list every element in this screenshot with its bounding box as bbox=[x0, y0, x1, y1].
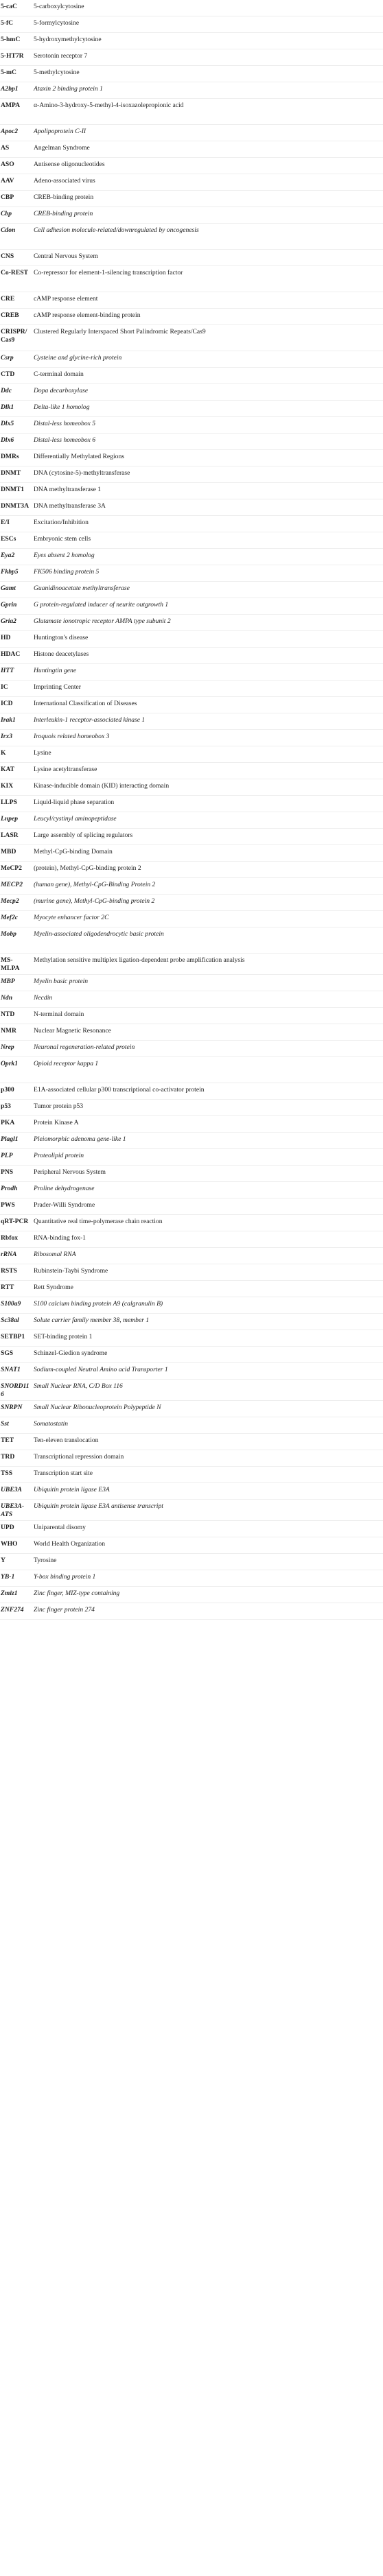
abbreviation-row bbox=[0, 1264, 383, 1281]
abbreviation-term: TRD bbox=[1, 1453, 15, 1461]
abbreviation-term: CRE bbox=[1, 295, 15, 303]
abbreviation-term: UBE3A bbox=[1, 1486, 22, 1493]
abbreviation-definition: Imprinting Center bbox=[34, 683, 82, 691]
abbreviation-term: ASO bbox=[1, 161, 14, 168]
abbreviation-definition: Prader-Willi Syndrome bbox=[34, 1201, 95, 1209]
abbreviation-term: 5-mC bbox=[1, 69, 16, 76]
abbreviation-term: IC bbox=[1, 683, 8, 691]
abbreviation-term: Ddc bbox=[1, 387, 12, 394]
abbreviation-definition: cAMP response element bbox=[34, 295, 98, 303]
abbreviation-term: RSTS bbox=[1, 1267, 17, 1275]
abbreviation-term: DNMT1 bbox=[1, 486, 25, 493]
abbreviation-term: Irx3 bbox=[1, 733, 13, 740]
abbreviation-term: HDAC bbox=[1, 650, 21, 658]
abbreviation-term: Eya2 bbox=[1, 552, 15, 559]
abbreviation-row bbox=[0, 1537, 383, 1554]
abbreviation-term: MBD bbox=[1, 848, 16, 855]
abbreviation-term: ICD bbox=[1, 700, 13, 707]
abbreviation-term: SNAT1 bbox=[1, 1366, 21, 1373]
abbreviation-term: TET bbox=[1, 1437, 14, 1444]
abbreviation-row bbox=[0, 713, 383, 730]
abbreviation-row bbox=[0, 927, 383, 954]
abbreviation-term: S100a9 bbox=[1, 1300, 21, 1308]
abbreviation-definition: α-Amino-3-hydroxy-5-methyl-4-isoxazolepropionic acid bbox=[34, 102, 184, 109]
abbreviation-term: Gamt bbox=[1, 584, 16, 592]
abbreviation-row bbox=[0, 417, 383, 434]
abbreviation-row bbox=[0, 1347, 383, 1363]
abbreviation-definition: Leucyl/cystinyl aminopeptidase bbox=[34, 815, 117, 823]
abbreviation-definition: Quantitative real time-polymerase chain reaction bbox=[34, 1218, 163, 1225]
abbreviation-row bbox=[0, 549, 383, 565]
abbreviation-row bbox=[0, 1483, 383, 1500]
abbreviation-term: Mef2c bbox=[1, 914, 19, 921]
abbreviation-definition: Transcriptional repression domain bbox=[34, 1453, 124, 1461]
abbreviation-row bbox=[0, 631, 383, 648]
abbreviation-definition: Rett Syndrome bbox=[34, 1284, 73, 1291]
abbreviation-definition: Adeno-associated virus bbox=[34, 177, 95, 185]
abbreviation-definition: World Health Organization bbox=[34, 1540, 106, 1548]
abbreviation-term: RTT bbox=[1, 1284, 14, 1291]
abbreviation-term: MeCP2 bbox=[1, 864, 22, 872]
abbreviation-row bbox=[0, 1500, 383, 1521]
abbreviation-definition: Delta-like 1 homolog bbox=[34, 403, 90, 411]
abbreviation-definition: Dopa decarboxylase bbox=[34, 387, 89, 394]
abbreviation-row bbox=[0, 779, 383, 796]
abbreviation-definition: CREB-binding protein bbox=[34, 210, 93, 217]
abbreviation-term: HTT bbox=[1, 667, 14, 674]
abbreviation-definition: Tyrosine bbox=[34, 1557, 57, 1564]
abbreviation-definition: S100 calcium binding protein A9 (calgranulin B) bbox=[34, 1300, 163, 1308]
abbreviation-row bbox=[0, 224, 383, 250]
abbreviation-row bbox=[0, 66, 383, 82]
abbreviation-definition: Methyl-CpG-binding Domain bbox=[34, 848, 113, 855]
abbreviation-definition: Y-box binding protein 1 bbox=[34, 1573, 96, 1581]
abbreviation-definition: Central Nervous System bbox=[34, 252, 98, 260]
abbreviation-term: rRNA bbox=[1, 1251, 17, 1258]
abbreviation-definition: Ataxin 2 binding protein 1 bbox=[34, 85, 103, 93]
abbreviation-term: Cdon bbox=[1, 226, 16, 234]
abbreviation-row bbox=[0, 746, 383, 763]
abbreviation-term: DMRs bbox=[1, 453, 19, 460]
abbreviation-row bbox=[0, 1198, 383, 1215]
abbreviation-term: Dlk1 bbox=[1, 403, 14, 411]
abbreviation-row bbox=[0, 1248, 383, 1264]
abbreviation-term: Gria2 bbox=[1, 617, 16, 625]
abbreviation-definition: Peripheral Nervous System bbox=[34, 1168, 106, 1176]
abbreviation-definition: Guanidinoacetate methyltransferase bbox=[34, 584, 130, 592]
abbreviation-row bbox=[0, 141, 383, 158]
abbreviation-definition: Neuronal regeneration-related protein bbox=[34, 1043, 135, 1051]
abbreviation-row bbox=[0, 565, 383, 582]
abbreviation-row bbox=[0, 954, 383, 975]
abbreviation-row bbox=[0, 466, 383, 483]
abbreviation-row bbox=[0, 1521, 383, 1537]
abbreviation-term: Apoc2 bbox=[1, 128, 19, 135]
abbreviation-row bbox=[0, 16, 383, 33]
abbreviation-definition: Lysine bbox=[34, 749, 51, 757]
abbreviation-term: ZNF274 bbox=[1, 1606, 24, 1614]
abbreviation-row bbox=[0, 615, 383, 631]
abbreviation-row bbox=[0, 1401, 383, 1417]
abbreviation-row bbox=[0, 292, 383, 309]
abbreviation-definition: Excitation/Inhibition bbox=[34, 519, 89, 526]
abbreviation-definition: Differentially Methylated Regions bbox=[34, 453, 124, 460]
abbreviation-row bbox=[0, 1603, 383, 1620]
abbreviation-row bbox=[0, 763, 383, 779]
abbreviation-definition: Cell adhesion molecule-related/downregulated by oncogenesis bbox=[34, 226, 199, 234]
abbreviation-definition: Nuclear Magnetic Resonance bbox=[34, 1027, 111, 1035]
abbreviation-term: Dlx6 bbox=[1, 436, 14, 444]
abbreviation-row bbox=[0, 309, 383, 325]
abbreviation-definition: Methylation sensitive multiplex ligation-dependent probe amplification analysis bbox=[34, 956, 245, 964]
abbreviation-term: TSS bbox=[1, 1469, 13, 1477]
abbreviation-definition: Myelin basic protein bbox=[34, 978, 89, 985]
abbreviation-row bbox=[0, 1116, 383, 1133]
abbreviation-definition: Proline dehydrogenase bbox=[34, 1185, 95, 1192]
abbreviation-term: AAV bbox=[1, 177, 14, 185]
abbreviation-term: UBE3A-ATS bbox=[1, 1502, 25, 1518]
abbreviation-definition: Small Nuclear Ribonucleoprotein Polypeptide N bbox=[34, 1404, 161, 1411]
abbreviation-row bbox=[0, 1450, 383, 1467]
abbreviation-row bbox=[0, 1083, 383, 1100]
abbreviation-term: 5-fC bbox=[1, 19, 14, 27]
abbreviation-row bbox=[0, 0, 383, 16]
abbreviation-term: Irak1 bbox=[1, 716, 16, 724]
abbreviation-row bbox=[0, 730, 383, 746]
abbreviation-term: Sst bbox=[1, 1420, 9, 1428]
abbreviation-definition: (human gene), Methyl-CpG-Binding Protein 2 bbox=[34, 881, 156, 888]
abbreviation-term: SNRPN bbox=[1, 1404, 23, 1411]
abbreviation-row bbox=[0, 1166, 383, 1182]
abbreviation-row bbox=[0, 845, 383, 862]
abbreviation-row bbox=[0, 1008, 383, 1024]
abbreviation-definition: C-terminal domain bbox=[34, 370, 84, 378]
abbreviation-definition: Huntington's disease bbox=[34, 634, 89, 641]
abbreviation-term: 5-caC bbox=[1, 3, 17, 10]
abbreviation-row bbox=[0, 207, 383, 224]
abbreviation-term: Sc38al bbox=[1, 1316, 19, 1324]
abbreviation-term: Mecp2 bbox=[1, 897, 19, 905]
abbreviation-term: Y bbox=[1, 1557, 5, 1564]
abbreviation-row bbox=[0, 664, 383, 681]
abbreviation-term: MS-MLPA bbox=[1, 956, 20, 972]
abbreviation-term: Lnpep bbox=[1, 815, 19, 823]
abbreviation-term: PNS bbox=[1, 1168, 14, 1176]
abbreviation-definition: Histone deacetylases bbox=[34, 650, 89, 658]
abbreviation-row bbox=[0, 1314, 383, 1330]
abbreviation-row bbox=[0, 681, 383, 697]
abbreviation-term: Oprk1 bbox=[1, 1060, 19, 1067]
abbreviation-row bbox=[0, 1587, 383, 1603]
abbreviation-definition: RNA-binding fox-1 bbox=[34, 1234, 86, 1242]
abbreviation-definition: (murine gene), Methyl-CpG-binding protein 2 bbox=[34, 897, 155, 905]
abbreviation-row bbox=[0, 911, 383, 927]
abbreviation-term: YB-1 bbox=[1, 1573, 15, 1581]
abbreviation-definition: Co-repressor for element-1-silencing transcription factor bbox=[34, 269, 183, 276]
abbreviation-term: SETBP1 bbox=[1, 1333, 25, 1340]
abbreviation-row bbox=[0, 1434, 383, 1450]
abbreviation-term: DNMT bbox=[1, 469, 21, 477]
abbreviation-row bbox=[0, 1149, 383, 1166]
abbreviation-row bbox=[0, 1182, 383, 1198]
abbreviation-definition: Ten-eleven translocation bbox=[34, 1437, 99, 1444]
abbreviation-row bbox=[0, 401, 383, 417]
abbreviation-definition: 5-formylcytosine bbox=[34, 19, 80, 27]
abbreviation-definition: cAMP response element-binding protein bbox=[34, 311, 141, 319]
abbreviation-definition: FK506 binding protein 5 bbox=[34, 568, 100, 576]
abbreviation-definition: Iroquois related homeobox 3 bbox=[34, 733, 110, 740]
abbreviation-term: PWS bbox=[1, 1201, 15, 1209]
abbreviation-definition: Sodium-coupled Neutral Amino acid Transporter 1 bbox=[34, 1366, 168, 1373]
abbreviation-row bbox=[0, 1100, 383, 1116]
abbreviation-row bbox=[0, 516, 383, 532]
abbreviation-term: SGS bbox=[1, 1349, 14, 1357]
abbreviation-row bbox=[0, 82, 383, 99]
abbreviation-row bbox=[0, 1281, 383, 1297]
abbreviation-row bbox=[0, 384, 383, 401]
abbreviation-definition: Liquid-liquid phase separation bbox=[34, 799, 115, 806]
abbreviation-term: Fkbp5 bbox=[1, 568, 19, 576]
abbreviation-row bbox=[0, 351, 383, 368]
abbreviation-term: MECP2 bbox=[1, 881, 23, 888]
abbreviation-row bbox=[0, 368, 383, 384]
abbreviation-term: LASR bbox=[1, 831, 19, 839]
abbreviation-row bbox=[0, 434, 383, 450]
abbreviation-term: qRT-PCR bbox=[1, 1218, 29, 1225]
abbreviation-row bbox=[0, 1024, 383, 1041]
abbreviation-row bbox=[0, 33, 383, 49]
abbreviation-definition: Angelman Syndrome bbox=[34, 144, 90, 152]
abbreviation-definition: Clustered Regularly Interspaced Short Palindromic Repeats/Cas9 bbox=[34, 328, 206, 335]
abbreviation-term: LLPS bbox=[1, 799, 17, 806]
abbreviation-row bbox=[0, 125, 383, 141]
abbreviation-definition: DNA (cytosine-5)-methyltransferase bbox=[34, 469, 130, 477]
abbreviation-definition: Proteolipid protein bbox=[34, 1152, 84, 1159]
abbreviation-row bbox=[0, 1215, 383, 1231]
abbreviation-term: ESCs bbox=[1, 535, 16, 543]
abbreviation-definition: (protein), Methyl-CpG-binding protein 2 bbox=[34, 864, 141, 872]
abbreviation-definition: Small Nuclear RNA, C/D Box 116 bbox=[34, 1382, 123, 1390]
abbreviation-definition: Necdin bbox=[34, 994, 53, 1002]
abbreviation-row bbox=[0, 1041, 383, 1057]
abbreviation-definition: Kinase-inducible domain (KID) interacting domain bbox=[34, 782, 170, 790]
abbreviation-term: NTD bbox=[1, 1011, 15, 1018]
abbreviation-row bbox=[0, 1363, 383, 1380]
abbreviation-row bbox=[0, 99, 383, 125]
abbreviation-definition: Embryonic stem cells bbox=[34, 535, 91, 543]
abbreviation-definition: SET-binding protein 1 bbox=[34, 1333, 93, 1340]
abbreviation-definition: Interleukin-1 receptor-associated kinase 1 bbox=[34, 716, 146, 724]
abbreviation-term: CNS bbox=[1, 252, 14, 260]
abbreviation-term: K bbox=[1, 749, 6, 757]
abbreviation-term: KIX bbox=[1, 782, 14, 790]
abbreviation-definition: Huntingtin gene bbox=[34, 667, 77, 674]
abbreviation-term: PKA bbox=[1, 1119, 15, 1126]
abbreviation-row bbox=[0, 796, 383, 812]
abbreviation-definition: Cysteine and glycine-rich protein bbox=[34, 354, 122, 362]
abbreviation-definition: Zinc finger, MIZ-type containing bbox=[34, 1590, 120, 1597]
abbreviation-definition: Schinzel-Giedion syndrome bbox=[34, 1349, 108, 1357]
abbreviation-row bbox=[0, 250, 383, 266]
abbreviation-definition: Transcription start site bbox=[34, 1469, 93, 1477]
abbreviation-definition: Ribosomal RNA bbox=[34, 1251, 76, 1258]
abbreviation-term: Cbp bbox=[1, 210, 12, 217]
abbreviation-term: Nrep bbox=[1, 1043, 14, 1051]
abbreviation-definition: 5-hydroxymethylcytosine bbox=[34, 36, 102, 43]
abbreviation-definition: Glutamate ionotropic receptor AMPA type subunit 2 bbox=[34, 617, 171, 625]
abbreviation-term: Gprin bbox=[1, 601, 17, 608]
abbreviation-row bbox=[0, 1417, 383, 1434]
abbreviation-definition: E1A-associated cellular p300 transcriptional co-activator protein bbox=[34, 1086, 205, 1094]
abbreviation-term: NMR bbox=[1, 1027, 16, 1035]
abbreviation-row bbox=[0, 598, 383, 615]
abbreviation-row bbox=[0, 532, 383, 549]
abbreviation-row bbox=[0, 499, 383, 516]
abbreviation-definition: Eyes absent 2 homolog bbox=[34, 552, 95, 559]
abbreviation-definition: DNA methyltransferase 1 bbox=[34, 486, 102, 493]
abbreviation-definition: CREB-binding protein bbox=[34, 193, 94, 201]
abbreviation-row bbox=[0, 1554, 383, 1570]
abbreviation-row bbox=[0, 829, 383, 845]
abbreviation-term: Co-REST bbox=[1, 269, 28, 276]
abbreviation-definition: Protein Kinase A bbox=[34, 1119, 79, 1126]
abbreviation-term: CRISPR/ Cas9 bbox=[1, 328, 27, 344]
abbreviation-term: HD bbox=[1, 634, 11, 641]
abbreviation-term: AS bbox=[1, 144, 10, 152]
abbreviation-row bbox=[0, 191, 383, 207]
abbreviation-row bbox=[0, 325, 383, 351]
abbreviation-term: MBP bbox=[1, 978, 15, 985]
abbreviation-term: AMPA bbox=[1, 102, 21, 109]
abbreviation-row bbox=[0, 862, 383, 878]
abbreviation-definition: Somatostatin bbox=[34, 1420, 69, 1428]
abbreviation-term: p53 bbox=[1, 1102, 11, 1110]
abbreviation-row bbox=[0, 158, 383, 174]
abbreviation-term: PLP bbox=[1, 1152, 13, 1159]
abbreviation-term: WHO bbox=[1, 1540, 18, 1548]
abbreviation-row bbox=[0, 975, 383, 991]
abbreviation-definition: Zinc finger protein 274 bbox=[34, 1606, 95, 1614]
abbreviation-term: 5-hmC bbox=[1, 36, 21, 43]
abbreviation-row bbox=[0, 1467, 383, 1483]
abbreviation-term: Prodh bbox=[1, 1185, 18, 1192]
abbreviation-definition: Ubiquitin protein ligase E3A bbox=[34, 1486, 110, 1493]
abbreviation-definition: Uniparental disomy bbox=[34, 1524, 86, 1531]
abbreviation-row bbox=[0, 648, 383, 664]
abbreviation-term: A2bp1 bbox=[1, 85, 19, 93]
abbreviation-row bbox=[0, 812, 383, 829]
abbreviation-definition: Tumor protein p53 bbox=[34, 1102, 84, 1110]
abbreviation-row bbox=[0, 895, 383, 911]
abbreviation-definition: Pleiomorphic adenoma gene-like 1 bbox=[34, 1135, 126, 1143]
abbreviation-term: Rbfox bbox=[1, 1234, 19, 1242]
abbreviation-term: Dlx5 bbox=[1, 420, 14, 427]
abbreviation-term: UPD bbox=[1, 1524, 14, 1531]
abbreviation-definition: DNA methyltransferase 3A bbox=[34, 502, 106, 510]
abbreviation-definition: G protein-regulated inducer of neurite outgrowth 1 bbox=[34, 601, 169, 608]
abbreviation-definition: Rubinstein-Taybi Syndrome bbox=[34, 1267, 108, 1275]
abbreviation-definition: Serotonin receptor 7 bbox=[34, 52, 88, 60]
abbreviation-row bbox=[0, 49, 383, 66]
abbreviation-definition: 5-methylcytosine bbox=[34, 69, 80, 76]
abbreviation-definition: Myocyte enhancer factor 2C bbox=[34, 914, 109, 921]
abbreviation-definition: 5-carboxylcytosine bbox=[34, 3, 84, 10]
abbreviation-definition: Apolipoprotein C-II bbox=[34, 128, 86, 135]
abbreviation-row bbox=[0, 1570, 383, 1587]
abbreviation-term: 5-HT7R bbox=[1, 52, 24, 60]
abbreviation-term: p300 bbox=[1, 1086, 14, 1094]
abbreviation-term: DNMT3A bbox=[1, 502, 30, 510]
abbreviation-definition: Lysine acetyltransferase bbox=[34, 766, 97, 773]
abbreviation-row bbox=[0, 1380, 383, 1401]
abbreviation-row bbox=[0, 174, 383, 191]
abbreviation-row bbox=[0, 1297, 383, 1314]
abbreviation-definition: Distal-less homeobox 6 bbox=[34, 436, 96, 444]
abbreviation-row bbox=[0, 450, 383, 466]
abbreviation-row bbox=[0, 991, 383, 1008]
abbreviation-row bbox=[0, 1231, 383, 1248]
abbreviation-term: Ndn bbox=[1, 994, 13, 1002]
abbreviation-definition: Ubiquitin protein ligase E3A antisense transcript bbox=[34, 1502, 163, 1510]
abbreviation-term: CREB bbox=[1, 311, 19, 319]
abbreviation-term: Mobp bbox=[1, 930, 16, 938]
abbreviation-term: CTD bbox=[1, 370, 15, 378]
abbreviation-definition: Solute carrier family member 38, member 1 bbox=[34, 1316, 150, 1324]
abbreviation-row bbox=[0, 1057, 383, 1083]
abbreviation-definition: Antisense oligonucleotides bbox=[34, 161, 105, 168]
abbreviation-definition: International Classification of Diseases bbox=[34, 700, 137, 707]
abbreviation-row bbox=[0, 483, 383, 499]
abbreviation-term: E/I bbox=[1, 519, 10, 526]
abbreviation-term: CBP bbox=[1, 193, 14, 201]
abbreviation-row bbox=[0, 878, 383, 895]
abbreviation-term: KAT bbox=[1, 766, 15, 773]
abbreviation-definition: Large assembly of splicing regulators bbox=[34, 831, 133, 839]
abbreviation-term: Plagl1 bbox=[1, 1135, 19, 1143]
abbreviation-row bbox=[0, 1330, 383, 1347]
abbreviation-definition: Myelin-associated oligodendrocytic basic protein bbox=[34, 930, 164, 938]
abbreviation-row bbox=[0, 266, 383, 292]
abbreviation-definition: N-terminal domain bbox=[34, 1011, 84, 1018]
abbreviation-term: Zmiz1 bbox=[1, 1590, 18, 1597]
abbreviation-term: SNORD116 bbox=[1, 1382, 30, 1398]
abbreviation-row bbox=[0, 1133, 383, 1149]
abbreviation-definition: Distal-less homeobox 5 bbox=[34, 420, 96, 427]
abbreviation-term: Csrp bbox=[1, 354, 14, 362]
abbreviation-row bbox=[0, 582, 383, 598]
abbreviation-row bbox=[0, 697, 383, 713]
abbreviation-definition: Opioid receptor kappa 1 bbox=[34, 1060, 99, 1067]
